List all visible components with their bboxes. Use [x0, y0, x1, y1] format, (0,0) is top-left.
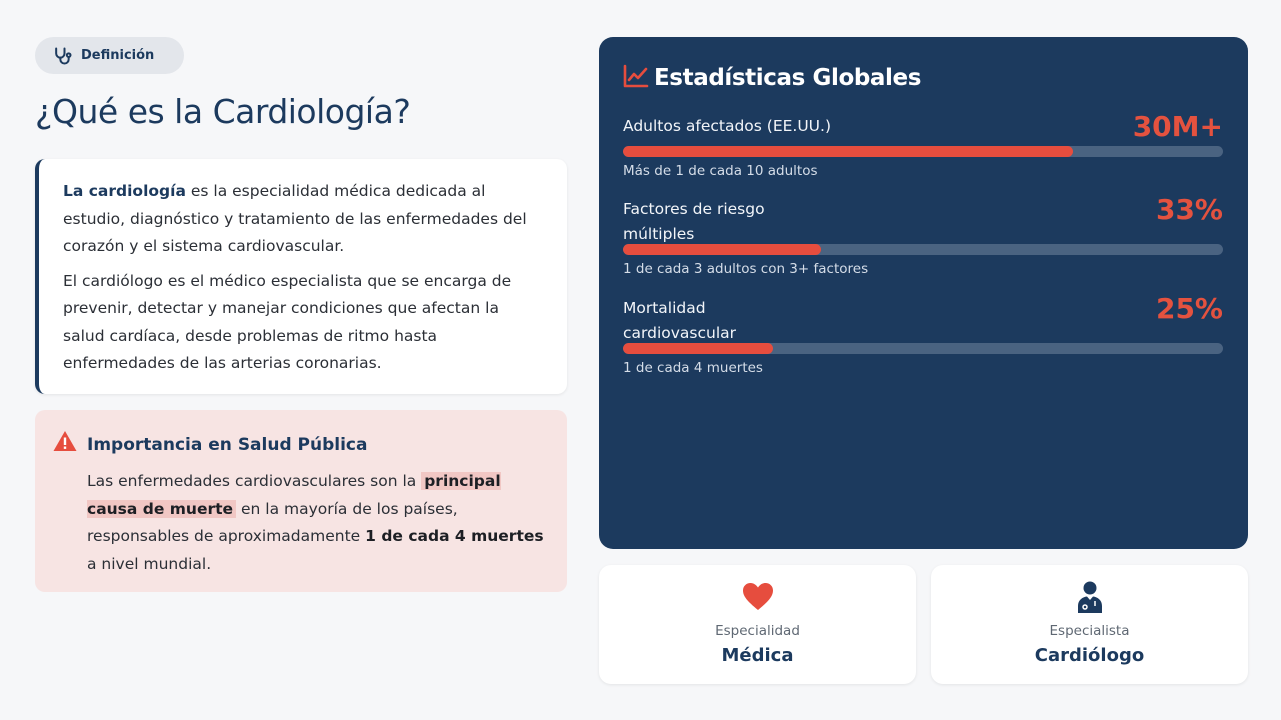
- global-stats-panel: [599, 37, 1248, 549]
- heart-icon: [741, 580, 775, 614]
- left-column: [35, 37, 567, 592]
- importance-card: [35, 410, 567, 593]
- stat-label: Adultos afectados (EE.UU.): [623, 117, 832, 135]
- chart-line-icon: [623, 64, 649, 92]
- definition-paragraph-1: [63, 178, 543, 261]
- stat-note: 1 de cada 4 muertes: [623, 360, 763, 376]
- stat-value: 30M+: [1132, 110, 1223, 143]
- importance-text-3: a nivel mundial.: [87, 554, 212, 573]
- warning-icon: [53, 430, 77, 462]
- progress-fill: [623, 146, 1073, 157]
- importance-highlight: principal causa de muerte: [87, 472, 501, 518]
- specialist-card: [931, 565, 1248, 684]
- stat-item: [623, 193, 1223, 277]
- importance-text-1: Las enfermedades cardiovasculares son la: [87, 472, 422, 490]
- card-title: Cardiólogo: [1034, 645, 1145, 666]
- specialty-card: [599, 565, 916, 684]
- progress-bar: [623, 244, 1223, 255]
- importance-title: Importancia en Salud Pública: [87, 434, 368, 455]
- card-subtitle: Especialidad: [715, 623, 800, 639]
- stat-label: Mortalidad cardiovascular: [623, 299, 737, 342]
- definition-paragraph-2: El cardiólogo es el médico especialista que se encarga de prevenir, detectar y manejar condiciones que afectan la salud cardíaca, desde problemas de ritmo hasta enfermedades de las arterias coronarias.: [63, 271, 512, 372]
- stat-note: 1 de cada 3 adultos con 3+ factores: [623, 261, 869, 277]
- importance-text-2: en la mayoría de los países, responsables de aproximadamente: [87, 499, 458, 545]
- card-title: Médica: [721, 645, 794, 666]
- stat-note: Más de 1 de cada 10 adultos: [623, 163, 818, 179]
- stat-value: 25%: [1155, 292, 1223, 325]
- importance-bold: 1 de cada 4 muertes: [365, 527, 544, 545]
- importance-text: [53, 468, 549, 578]
- stat-value: 33%: [1155, 193, 1223, 226]
- definition-card: [35, 159, 567, 394]
- definition-term: La cardiología: [63, 182, 186, 200]
- stat-item: [623, 292, 1223, 376]
- page-title: ¿Qué es la Cardiología?: [35, 92, 411, 131]
- card-subtitle: Especialista: [1049, 623, 1130, 639]
- stethoscope-icon: [52, 46, 72, 66]
- stats-title: Estadísticas Globales: [654, 65, 922, 91]
- stat-item: [623, 110, 1223, 179]
- definition-badge: [35, 37, 184, 74]
- doctor-icon: [1073, 580, 1107, 614]
- progress-bar: [623, 146, 1223, 157]
- definition-text-1: es la especialidad médica dedicada al estudio, diagnóstico y tratamiento de las enfermedades del corazón y el sistema cardiovascular.: [63, 182, 527, 255]
- stat-label: Factores de riesgo múltiples: [623, 200, 765, 243]
- badge-label: Definición: [81, 48, 155, 63]
